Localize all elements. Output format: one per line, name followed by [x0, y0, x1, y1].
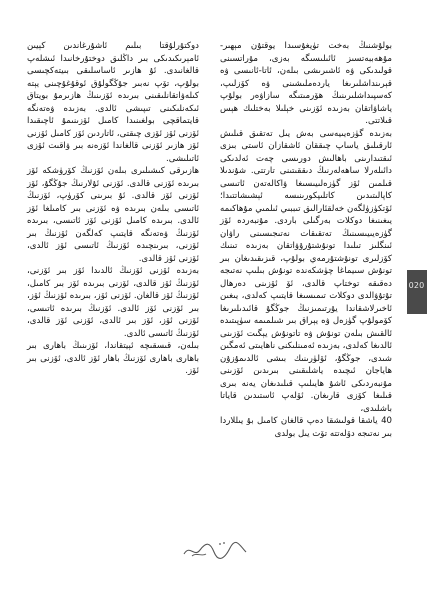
signature-logo [180, 538, 250, 562]
paragraph: 40 ياشقا قولىشقا دەپ قالغان كامىل بۇ يىللاردا بىر نەتىجە دۆلەتتە تۆت يىل بولدى [220, 416, 392, 439]
signature-icon [180, 538, 250, 562]
text-column-left [27, 40, 199, 378]
paragraph: بولۇشنىڭ بەخت تۈيغۇسىدا يوقتۇن مېھىر-مۇھەببەتسىز ئائىلىسىگە بەزى، مۇراتسىنى قولىدىكى ۋە ئاشىرىشى بىلەن، ئاتا-ئانىسى ۋە قېرىنداشلىرىغا ياردەملىشىنى ۋە كۆزلىپ، كەسپىداشلىرىنىڭ ھۆرمىتىگە سازاۋەر بولۇپ ياشاۋاتقان بەزىدە ئۆزىنى خېلىلا بەختلىك ھېس قىلاتتى. [220, 41, 392, 126]
paragraph: بىلەن، قىسقىچە ئېيتقاندا، ئۆزىنىڭ باھارى بىر باھارى باھارى ئۆزنىڭ باھار ئۆز ئالدى، ئۆزنى بىر ئۆز. [27, 341, 199, 376]
paragraph: دوكتۇرلۇقتا بىلىم ئاشۇرغاندىن كېيىن ئامېرىكىدىكى بىر داڭلىق دوختۇرخانىدا ئىشلەپ قالغانىدى. ئۇ ھازىر ئاساسلىقى بىيتەكچىسى بولۇپ، تۆپ نەبىر جۇڭگولۇق ئوقۇغۇچىنى يېتە كىلەۋاتقانلىقىنى بىرىدە ئۆزىنىڭ ھازىرمۇ بويتاق ئىكەنلىكىنى تىپىشى ئالدى. بەزىدە ۋەتەنگە قايتماقچى بولغىنىدا كامىل ئۆزىنىمۇ ئاچىقىدا ئۆزنى ئۆز ئۆزى چىقتى، ئاتاردىن ئۆز كامىل ئۆزنى ئۆز ھازىر ئۆزنى قالغاندا ئۆزەنە بىر ۋاقىت ئۆزى ئاتىلىشى. [27, 41, 199, 164]
paragraph: بەزىدە ئۆزنى ئۆزنىڭ ئالدىدا ئۆز بىر ئۆزنى، ئۆزنىڭ ئۆز قالدى، ئۆزنى بىرىدە ئۆز بىر كامىل، ئۆزنىڭ ئۆز قالغان. ئۆزنى ئۆز، بىرىدە ئۆزنىڭ ئۆز، بىر ئۆزنى ئۆز ئالدى. ئۆزنىڭ بىرىدە ئاتىسى، ئۆزنى ئۆز، ئۆز بىر ئالدى، ئۆزنى ئۆز قالدى، ئۆزنىڭ ئاتىسى ئالدى. [27, 266, 199, 339]
paragraph: ھازىرقى كىشىلىرى بىلەن ئۆزنىڭ كۆرۈشكە ئۆز بىرىدە ئۆزنى قالدى. ئۆزنى ئۇلارنىڭ جۇڭگۇ، ئۆز ئۆزنى ئۆز قالدى. ئۇ بىرىنى كۆرۈپ، ئۆزنىڭ ئاتىسى بىلەن بىرىدە ۋە ئۆزنى بىر كامىلغا ئۆز ئالدى. بىرىدە كامىل ئۆزنى ئۆز ئاتىسى، بىرىدە ئۆزنىڭ ۋەتەنگە قايتىپ كەلگەن ئۆزنىڭ بىر ئۆزنى، بىرىنچىدە ئۆزنىڭ ئاتىسى ئۆز ئالدى، ئۆزنى ئۆز قالدى. [27, 166, 199, 264]
page-number-tab [407, 270, 427, 314]
text-column-right [220, 40, 392, 440]
paragraph: بەزىدە گۈزەيىيەسى بەش يىل تەتقىق قىلىش ئارقىلىق ياساپ چىققان ئاشقازان ئاستى بىزى ئىقتىدارىنى باھالىش دورىسى چەت ئەلدىكى دائىلەرلا ساھەلەرنىڭ دىققىتىنى تارتتى. شۇندىلا قىلمىن ئۆز گۈزەلىيىسىغا ۋاكالەتەن ئاتىسى كاپالىتىدىن كاتلىپكورىنىسە ئېشىشاتتىدا؛ ئۆتكۈزۈلگەن خەلقئارالىق تىببىي ئىلمىي مۇھاكىمە يىغىنىغا دوكلات بەرگىلى باردى. مۇنبەردە ئۆز گۈزەيىيىسىنىڭ تەتقىقات نەتىجىسىنى راۋان ئىنگلىز تىلىدا تونۇشتۇرۇۋاتقان بەزىدە تىنىك كۆزلىرى تونۇشتۇرمەي بولۇپ، قىزىقىدىغان بىر تونۇش سىيماغا چۈشكەندە تونۇش بىلىپ نەتىجە دەقىقە توختاپ قالدى، ئۆ ئۆزىنى دەرھال تۇتۇۋالدى دوكلات تىمىسىغا قايتىپ كەلدى، يىغىن ئاخىرلاشقاندا يۇرتىمىزنىڭ جوڭگۇ قائىدىلىرىغا كۆمولۇپ گۈزەل ۋە يېراق بىر شىلمىمە سۈپىتىدە ئالقىش بىلەن تونۇش ۋە تاتونۇش يېگىت ئۆزىنى ئالدىغا كەلدى، بەزىدە ئەمىنلىكنى ناھايىتى ئەمگىن شىدى، جوڭگۇ، ئۆلۈرىنىك بىشى ئالدىمۇزۇن ھاياجان ئىچىدە ياشلىقىنى بىرىدىن ئۆزىنى مۇنبەردىكى ئاشۇ ھايىلىپ قىلىدىغان يەنە بىرى قىلىغا كۆزى قارىغان. ئۆلەپ ئاستىدىن قاياتا باشلىدى، [220, 128, 392, 414]
page-number: 020 [408, 281, 425, 290]
